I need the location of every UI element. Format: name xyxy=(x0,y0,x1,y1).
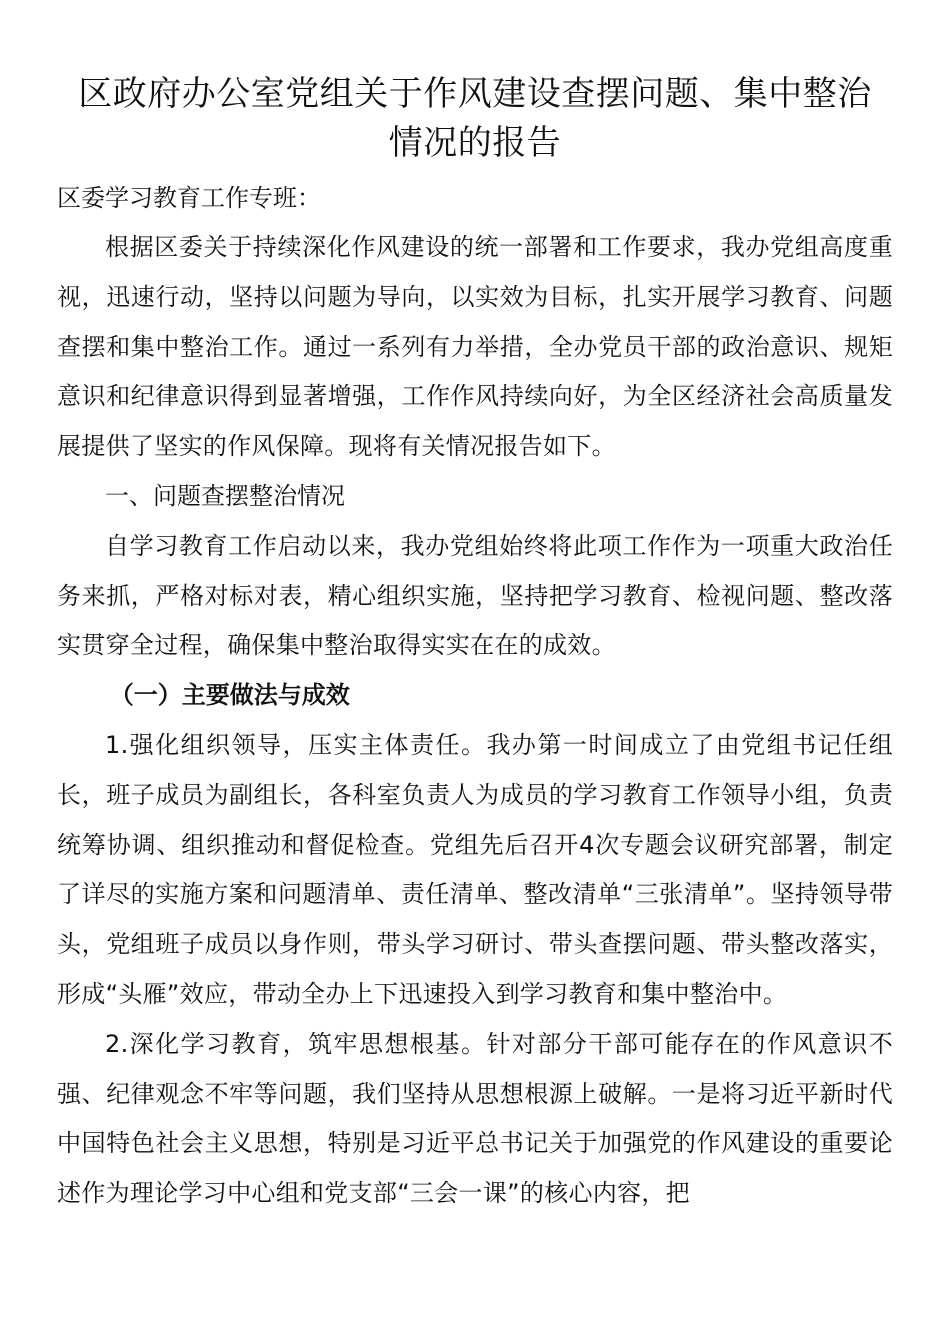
point-2-paragraph: 2.深化学习教育，筑牢思想根基。针对部分干部可能存在的作风意识不强、纪律观念不牢等问题，我们坚持从思想根源上破解。一是将习近平新时代中国特色社会主义思想，特别是习近平总书记关于加强党的作风建设的重要论述作为理论学习中心组和党支部“三会一课”的核心内容，把 xyxy=(57,1029,893,1208)
section-1-heading: 一、问题查摆整治情况 xyxy=(105,481,345,510)
point-1-paragraph: 1.强化组织领导，压实主体责任。我办第一时间成立了由党组书记任组长，班子成员为副组长，各科室负责人为成员的学习教育工作领导小组，负责统筹协调、组织推动和督促检查。党组先后召开4次专题会议研究部署，制定了详尽的实施方案和问题清单、责任清单、整改清单“三张清单”。坚持领导带头，党组班子成员以身作则，带头学习研讨、带头查摆问题、带头整改落实，形成“头雁”效应，带动全办上下迅速投入到学习教育和集中整治中。 xyxy=(57,730,893,1008)
section-1-intro-paragraph: 自学习教育工作启动以来，我办党组始终将此项工作作为一项重大政治任务来抓，严格对标对表，精心组织实施，坚持把学习教育、检视问题、整改落实贯穿全过程，确保集中整治取得实实在在的成效。 xyxy=(57,531,893,660)
subsection-1-heading: （一）主要做法与成效 xyxy=(109,681,350,710)
addressee: 区委学习教育工作专班： xyxy=(57,184,321,212)
document-title-line-1: 区政府办公室党组关于作风建设查摆问题、集中整治 xyxy=(78,74,872,114)
document-title-line-2: 情况的报告 xyxy=(388,123,562,163)
document-page xyxy=(57,70,893,1219)
intro-paragraph: 根据区委关于持续深化作风建设的统一部署和工作要求，我办党组高度重视，迅速行动，坚持以问题为导向，以实效为目标，扎实开展学习教育、问题查摆和集中整治工作。通过一系列有力举措，全办党员干部的政治意识、规矩意识和纪律意识得到显著增强，工作作风持续向好，为全区经济社会高质量发展提供了坚实的作风保障。现将有关情况报告如下。 xyxy=(57,233,893,461)
document-title xyxy=(57,70,893,168)
